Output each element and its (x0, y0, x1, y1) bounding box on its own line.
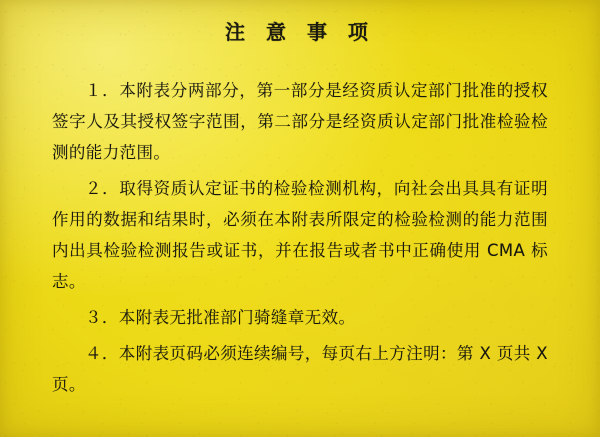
document-content (0, 16, 600, 400)
notice-paragraph-3: ３．本附表无批准部门骑缝章无效。 (85, 308, 356, 328)
notice-paragraph-2: ２．取得资质认定证书的检验检测机构，向社会出具具有证明作用的数据和结果时，必须在本附表所限定的检验检测的能力范围内出具检验检测报告或证书，并在报告或者书中正确使用 CMA 标志。 (52, 179, 548, 292)
page-title: 注 意 事 项 (225, 20, 375, 44)
notice-paragraph-4: ４．本附表页码必须连续编号，每页右上方注明：第 X 页共 X 页。 (52, 344, 548, 395)
notice-paragraph-1: １．本附表分两部分，第一部分是经资质认定部门批准的授权签字人及其授权签字范围，第二部分是经资质认定部门批准检验检测的能力范围。 (52, 81, 548, 163)
